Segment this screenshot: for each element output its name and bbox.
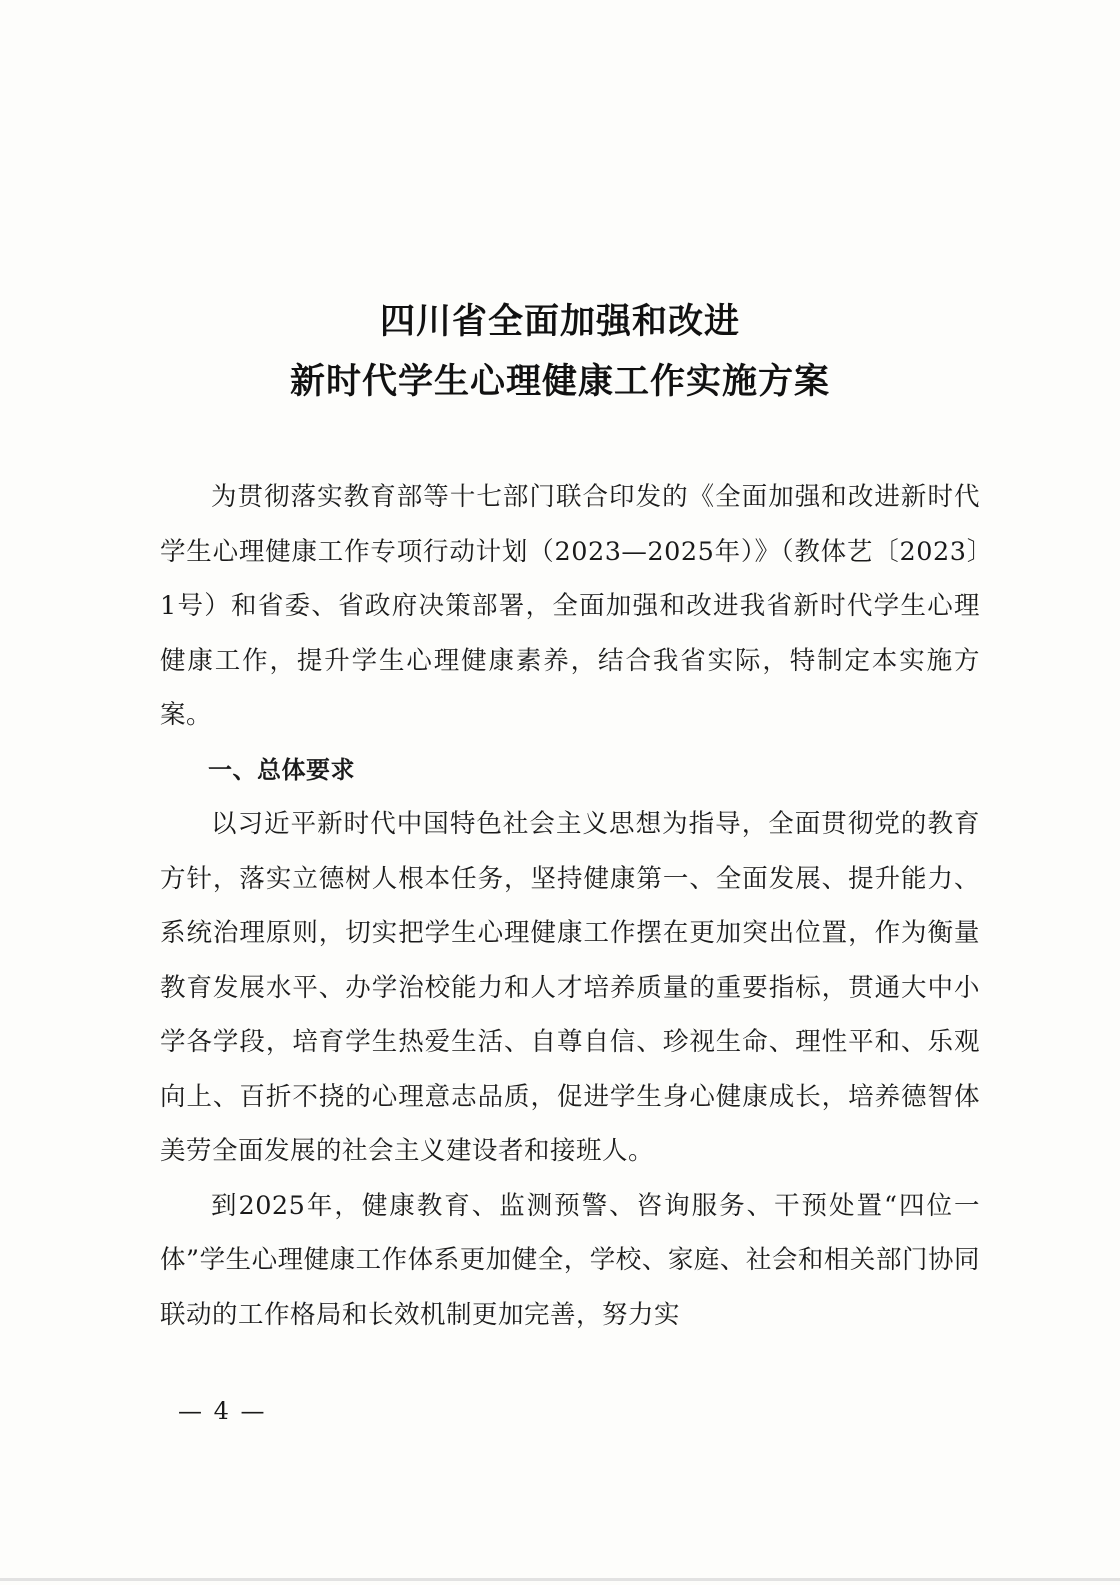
page-number: — 4 —	[178, 1397, 267, 1425]
goals-2025-paragraph: 到2025年，健康教育、监测预警、咨询服务、干预处置“四位一体”学生心理健康工作体系更加健全，学校、家庭、社会和相关部门协同联动的工作格局和长效机制更加完善，努力实	[160, 1190, 980, 1330]
document-body	[160, 470, 980, 1342]
section-heading-general-requirements: 一、总体要求	[208, 755, 355, 784]
guiding-ideology-paragraph: 以习近平新时代中国特色社会主义思想为指导，全面贯彻党的教育方针，落实立德树人根本任务，坚持健康第一、全面发展、提升能力、系统治理原则，切实把学生心理健康工作摆在更加突出位置，作为衡量教育发展水平、办学治校能力和人才培养质量的重要指标，贯通大中小学各学段，培育学生热爱生活、自尊自信、珍视生命、理性平和、乐观向上、百折不挠的心理意志品质，促进学生身心健康成长，培养德智体美劳全面发展的社会主义建设者和接班人。	[160, 809, 980, 1166]
intro-paragraph: 为贯彻落实教育部等十七部门联合印发的《全面加强和改进新时代学生心理健康工作专项行动计划（2023—2025年）》（教体艺〔2023〕1号）和省委、省政府决策部署，全面加强和改进我省新时代学生心理健康工作，提升学生心理健康素养，结合我省实际，特制定本实施方案。	[160, 482, 980, 730]
bottom-edge-rule	[0, 1578, 1120, 1581]
document-title-line-1: 四川省全面加强和改进	[379, 302, 740, 342]
document-title-line-2: 新时代学生心理健康工作实施方案	[289, 362, 830, 402]
